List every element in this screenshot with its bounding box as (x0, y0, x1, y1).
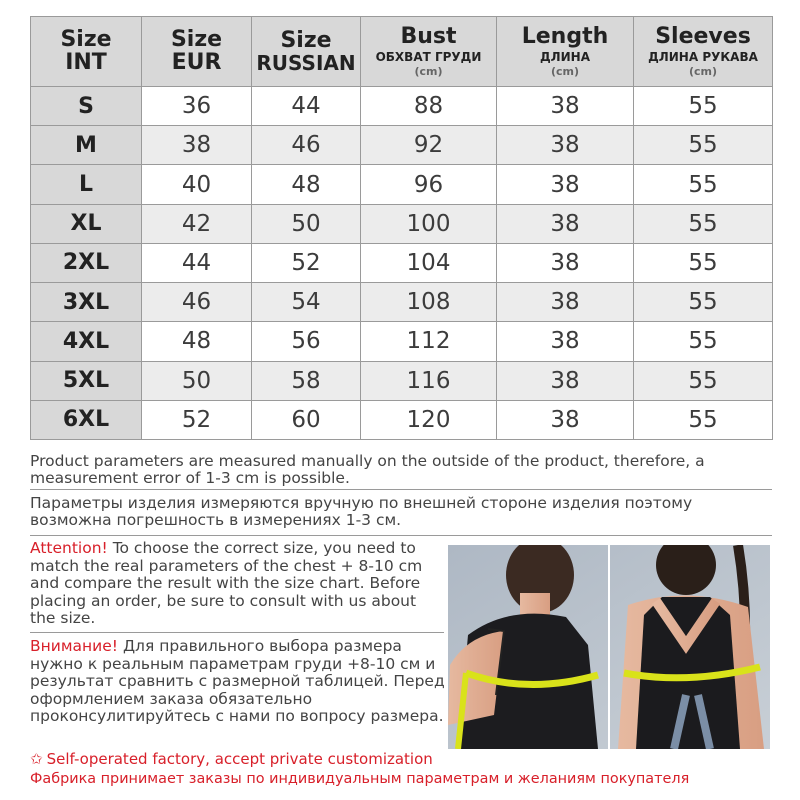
length-cell: 38 (497, 87, 634, 126)
divider (30, 489, 772, 490)
size-eur-cell: 40 (142, 165, 252, 204)
size-eur-cell: 48 (142, 322, 252, 361)
star-icon: ✩ (30, 750, 43, 768)
bust-cell: 112 (361, 322, 497, 361)
factory-note-ru: Фабрика принимает заказы по индивидуальным параметрам и желаниям покупателя (30, 771, 690, 787)
size-eur-cell: 50 (142, 361, 252, 400)
length-cell: 38 (497, 283, 634, 322)
table-row (31, 87, 773, 126)
size-russian-cell: 48 (252, 165, 361, 204)
factory-note-en (30, 750, 433, 768)
size-russian-cell: 52 (252, 243, 361, 282)
size-eur-cell: 36 (142, 87, 252, 126)
size-russian-cell: 50 (252, 204, 361, 243)
table-row (31, 283, 773, 322)
size-int-cell: M (31, 126, 142, 165)
size-eur-cell: 52 (142, 400, 252, 439)
sleeves-cell: 55 (634, 400, 773, 439)
sleeves-cell: 55 (634, 361, 773, 400)
header-size-int: Size INT (31, 17, 142, 87)
bust-cell: 108 (361, 283, 497, 322)
measurement-photo (448, 545, 770, 749)
header-sleeves: Sleeves ДЛИНА РУКАВА (cm) (634, 17, 773, 87)
sleeves-cell: 55 (634, 243, 773, 282)
sleeves-cell: 55 (634, 204, 773, 243)
size-int-cell: 6XL (31, 400, 142, 439)
length-cell: 38 (497, 322, 634, 361)
size-russian-cell: 56 (252, 322, 361, 361)
bust-cell: 104 (361, 243, 497, 282)
vnimanie-text: Для правильного выбора размера нужно к реальным параметрам груди +8-10 см и результат сравнить с размерной таблицей. Перед оформлением заказа обязательно проконсулитируйтесь с нами по вопросу размера. (30, 637, 445, 725)
vnimanie-label: Внимание! (30, 637, 118, 655)
table-row (31, 361, 773, 400)
attention-note-en (30, 540, 446, 628)
sleeves-cell: 55 (634, 165, 773, 204)
size-int-cell: 4XL (31, 322, 142, 361)
attention-text: To choose the correct size, you need to match the real parameters of the chest + 8-10 cm and compare the result with the size chart. Before placing an order, be sure to consult with us about the size. (30, 539, 423, 627)
size-russian-cell: 60 (252, 400, 361, 439)
sleeves-cell: 55 (634, 283, 773, 322)
bust-cell: 88 (361, 87, 497, 126)
size-russian-cell: 46 (252, 126, 361, 165)
divider (30, 632, 444, 633)
measurement-note-en: Product parameters are measured manually on the outside of the product, therefore, a measurement error of 1-3 cm is possible. (30, 452, 705, 487)
factory-text-en: Self-operated factory, accept private customization (46, 750, 433, 768)
header-length: Length ДЛИНА (cm) (497, 17, 634, 87)
table-row (31, 165, 773, 204)
bust-cell: 116 (361, 361, 497, 400)
size-chart-table (30, 16, 773, 440)
sleeves-cell: 55 (634, 87, 773, 126)
bust-cell: 100 (361, 204, 497, 243)
table-row (31, 204, 773, 243)
size-int-cell: S (31, 87, 142, 126)
size-eur-cell: 44 (142, 243, 252, 282)
size-russian-cell: 58 (252, 361, 361, 400)
divider (30, 535, 772, 536)
length-cell: 38 (497, 204, 634, 243)
size-russian-cell: 54 (252, 283, 361, 322)
table-row (31, 322, 773, 361)
size-eur-cell: 42 (142, 204, 252, 243)
size-int-cell: 3XL (31, 283, 142, 322)
size-int-cell: 2XL (31, 243, 142, 282)
header-size-russian: Size RUSSIAN (252, 17, 361, 87)
size-int-cell: XL (31, 204, 142, 243)
bust-cell: 120 (361, 400, 497, 439)
table-row (31, 400, 773, 439)
header-bust: Bust ОБХВАТ ГРУДИ (cm) (361, 17, 497, 87)
bust-cell: 96 (361, 165, 497, 204)
length-cell: 38 (497, 126, 634, 165)
length-cell: 38 (497, 243, 634, 282)
size-int-cell: L (31, 165, 142, 204)
size-int-cell: 5XL (31, 361, 142, 400)
sleeves-cell: 55 (634, 322, 773, 361)
table-row (31, 126, 773, 165)
table-row (31, 243, 773, 282)
size-russian-cell: 44 (252, 87, 361, 126)
header-size-eur: Size EUR (142, 17, 252, 87)
size-eur-cell: 38 (142, 126, 252, 165)
bust-cell: 92 (361, 126, 497, 165)
length-cell: 38 (497, 361, 634, 400)
measurement-note-ru: Параметры изделия измеряются вручную по внешней стороне изделия поэтому возможна погрешность в измерениях 1-3 см. (30, 494, 693, 529)
length-cell: 38 (497, 400, 634, 439)
size-table-body (31, 87, 773, 440)
sleeves-cell: 55 (634, 126, 773, 165)
length-cell: 38 (497, 165, 634, 204)
table-header-row (31, 17, 773, 87)
size-eur-cell: 46 (142, 283, 252, 322)
attention-note-ru (30, 638, 446, 726)
attention-label: Attention! (30, 539, 108, 557)
